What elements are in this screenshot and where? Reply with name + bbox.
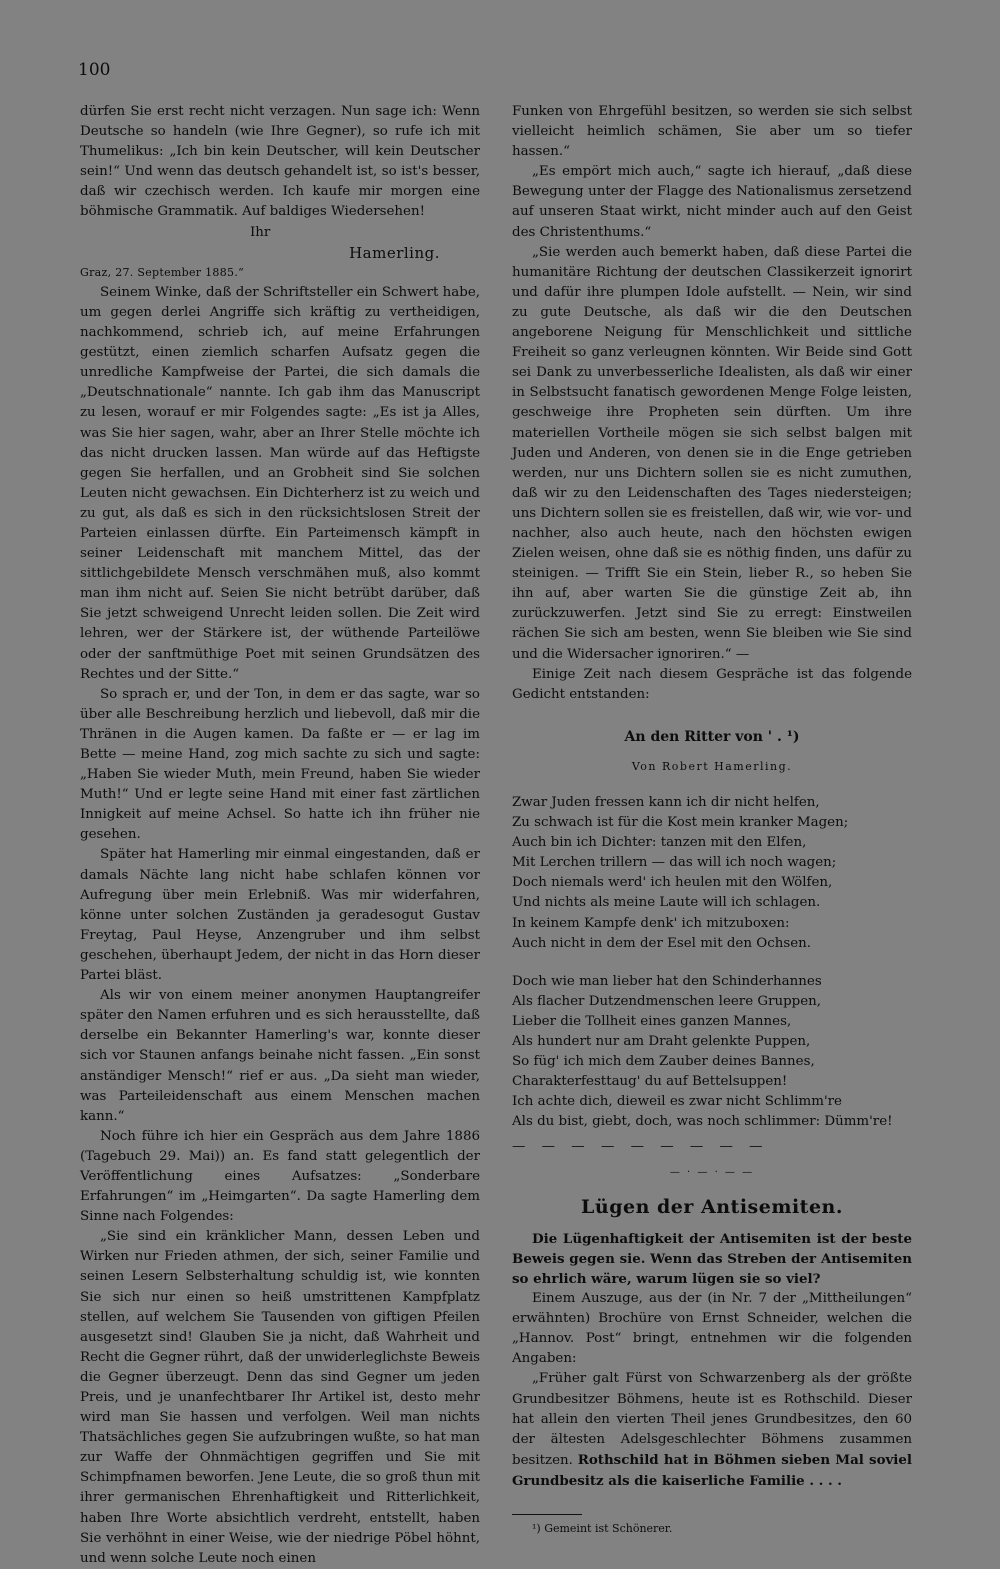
paragraph: „Es empört mich auch,“ sagte ich hierauf, „daß diese Bewegung unter der Flagge des Nationalismus zersetzend auf unseren Staat wirkt, nicht minder auch auf den Geist des Christenthums.“ bbox=[512, 164, 912, 240]
lead-paragraph: Die Lügenhaftigkeit der Antisemiten ist der beste Beweis gegen sie. Wenn das Streben der Antisemiten so ehrlich wäre, warum lügen sie so viel? bbox=[512, 1230, 912, 1287]
poem-line: So füg' ich mich dem Zauber deines Bannes, bbox=[512, 1054, 815, 1070]
paragraph: So sprach er, und der Ton, in dem er das sagte, war so über alle Beschreibung herzlich und liebevoll, daß mir die Thränen in die Augen kamen. Da faßte er — er lag im Bette — meine Hand, zog mich sachte zu sich und sagte: „Haben Sie wieder Muth, mein Freund, haben Sie wieder Muth!“ Und er legte seine Hand mit einer fast zärtlichen Innigkeit auf meine Achsel. So hatte ich ihn früher nie gesehen. bbox=[80, 686, 480, 843]
poem-stanza-1 bbox=[512, 793, 912, 954]
paragraph: Seinem Winke, daß der Schriftsteller ein Schwert habe, um gegen derlei Angriffe sich kräftig zu vertheidigen, nachkommend, schrieb ich, auf meine Erfahrungen gestützt, einen ziemlich scharfen Aufsatz gegen die unredliche Kampfweise der Partei, die sich damals die „Deutschnationale“ nannte. Ich gab ihm das Manuscript zu lesen, worauf er mir Folgendes sagte: „Es ist ja Alles, was Sie hier sagen, wahr, aber an Ihrer Stelle möchte ich das nicht drucken lassen. Man würde auf das Heftigste gegen Sie herfallen, und an Grobheit sind Sie solchen Leuten nicht gewachsen. Ein Dichterherz ist zu weich und zu gut, als daß es sich in den rücksichtslosen Streit der Parteien einlassen dürfte. Ein Parteimensch kämpft in seiner Leidenschaft mit manchem Mittel, das der sittlichgebildete Mensch verschmähen muß, also kommt man ihm nicht auf. Seien Sie nicht betrübt darüber, daß Sie jetzt schweigend Unrecht leiden sollen. Die Zeit wird lehren, wer der Stärkere ist, der wüthende Parteilöwe oder der sanftmüthige Poet mit seinen Grundsätzen des Rechtes und der Sitte.“ bbox=[80, 284, 480, 682]
poem-line: Charakterfesttaug' du auf Bettelsuppen! bbox=[512, 1074, 788, 1090]
poem-line: In keinem Kampfe denk' ich mitzuboxen: bbox=[512, 915, 790, 931]
paragraph: Funken von Ehrgefühl besitzen, so werden sie sich selbst vielleicht heimlich schämen, Sie aber um so tiefer hassen.“ bbox=[512, 104, 912, 160]
signature-name: Hamerling. bbox=[349, 243, 440, 262]
paragraph: dürfen Sie erst recht nicht verzagen. Nun sage ich: Wenn Deutsche so handeln (wie Ihre Gegner), so rufe ich mit Thumelikus: „Ich bin kein Deutscher, will kein Deutscher sein!“ Und wenn das deutsch gehandelt ist, so ist's besser, daß wir czechisch werden. Ich kaufe mir morgen eine böhmische Grammatik. Auf baldiges Wiedersehen! bbox=[80, 104, 480, 220]
paragraph: Einige Zeit nach diesem Gespräche ist das folgende Gedicht entstanden: bbox=[512, 666, 912, 702]
poem-line: Auch nicht in dem der Esel mit den Ochsen. bbox=[512, 935, 811, 951]
paragraph: Später hat Hamerling mir einmal eingestanden, daß er damals Nächte lang nicht habe schlafen können vor Aufregung über mein Erlebniß. Was mir widerfahren, könne unter solchen Zuständen ja geradesogut Gustav Freytag, Paul Heyse, Anzengruber und ihm selbst geschehen, überhaupt Jedem, der nicht in das Horn dieser Partei bläst. bbox=[80, 847, 480, 984]
poem-line: Als du bist, giebt, doch, was noch schlimmer: Dümm're! bbox=[512, 1114, 893, 1130]
poem-line: Und nichts als meine Laute will ich schlagen. bbox=[512, 895, 821, 911]
poem-line: Doch niemals werd' ich heulen mit den Wölfen, bbox=[512, 875, 833, 891]
section-title: Lügen der Antisemiten. bbox=[581, 1195, 843, 1218]
poem-line: Zu schwach ist für die Kost mein kranker Magen; bbox=[512, 815, 849, 831]
right-column bbox=[512, 102, 912, 1539]
poem-line: Auch bin ich Dichter: tanzen mit den Elfen, bbox=[512, 835, 807, 851]
page-number: 100 bbox=[78, 60, 111, 80]
poem-author: Von Robert Hamerling. bbox=[631, 759, 793, 773]
poem-line: Als flacher Dutzendmenschen leere Gruppen, bbox=[512, 993, 822, 1009]
poem-line: Mit Lerchen trillern — das will ich noch wagen; bbox=[512, 855, 837, 871]
poem-line: Als hundert nur am Draht gelenkte Puppen, bbox=[512, 1034, 811, 1050]
paragraph-text: „Früher galt Fürst von Schwarzenberg als der größte Grundbesitzer Böhmens, heute ist es Rothschild. Dieser hat allein den vierten Theil jenes Grundbesitzes, den 60 der ältesten Adelsgeschlechter Böhmens zusammen besitzen. bbox=[512, 1371, 912, 1468]
paragraph-bold-text: Rothschild hat in Böhmen sieben Mal soviel Grundbesitz als die kaiserliche Familie . . . . bbox=[512, 1451, 912, 1489]
poem-stanza-2 bbox=[512, 972, 912, 1133]
paragraph: Noch führe ich hier ein Gespräch aus dem Jahre 1886 (Tagebuch 29. Mai)) an. Es fand statt gelegentlich der Veröffentlichung eines Aufsatzes: „Sonderbare Erfahrungen“ im „Heimgarten“. Da sagte Hamerling dem Sinne nach Folgendes: bbox=[80, 1128, 480, 1225]
paragraph bbox=[512, 1369, 912, 1492]
dateline: Graz, 27. September 1885.“ bbox=[80, 265, 245, 279]
poem-line: Zwar Juden fressen kann ich dir nicht helfen, bbox=[512, 795, 820, 810]
paragraph: „Sie werden auch bemerkt haben, daß diese Partei die humanitäre Richtung der deutschen Classikerzeit ignorirt und dafür ihre plumpen Idole aufstellt. — Nein, wir sind zu gute Deutsche, als daß wir die den Deutschen angeborene Neigung für Menschlichkeit und sittliche Freiheit so ganz verleugnen könnten. Wir Beide sind Gott sei Dank zu unverbesserliche Idealisten, als daß wir einer in Selbstsucht fanatisch gewordenen Menge Folge leisten, geschweige ihre Propheten sein dürften. Um ihre materiellen Vortheile mögen sie sich selbst balgen mit Juden und Anderen, von denen sie in die Enge getrieben werden, nur uns Dichtern sollen sie es nicht zumuthen, daß wir zu den Leidenschaften des Tages niedersteigen; uns Dichtern sollen sie es freistellen, daß wir, wie vor- und nachher, also auch heute, nach den höchsten ewigen Zielen weisen, ohne daß sie es nöthig finden, uns dafür zu steinigen. — Trifft Sie ein Stein, lieber R., so heben Sie ihn auf, aber warten Sie die günstige Zeit ab, ihn zurückzuwerfen. Jetzt sind Sie zu erregt: Einstweilen rächen Sie sich am besten, wenn Sie bleiben wie Sie sind und die Widersacher ignoriren.“ — bbox=[512, 244, 912, 662]
footnote-rule bbox=[512, 1514, 582, 1515]
paragraph: Einem Auszuge, aus der (in Nr. 7 der „Mittheilungen“ erwähnten) Brochüre von Ernst Schneider, welchen die „Hannov. Post“ bringt, entnehmen wir die folgenden Angaben: bbox=[512, 1291, 912, 1367]
dash-rule: — — — — — — — — — bbox=[512, 1138, 769, 1154]
poem-line: Ich achte dich, dieweil es zwar nicht Schlimm're bbox=[512, 1094, 842, 1110]
poem-line: Lieber die Tollheit eines ganzen Mannes, bbox=[512, 1013, 792, 1029]
signature-salutation: Ihr bbox=[250, 224, 271, 240]
paragraph: „Sie sind ein kränklicher Mann, dessen Leben und Wirken nur Frieden athmen, der sich, seiner Familie und seinen Lesern Selbsterhaltung schuldig ist, wie konnten Sie sich nur einen so heiß umstrittenen Kampfplatz stellen, auf welchem Sie Tausenden von giftigen Pfeilen ausgesetzt sind! Glauben Sie ja nicht, daß Wahrheit und Recht die Gegner rührt, daß der unwiderleglichste Beweis die Gegner überzeugt. Denn das sind Gegner um jeden Preis, und je unanfechtbarer Ihr Artikel ist, desto mehr wird man Sie hassen und verfolgen. Weil man nichts Thatsächliches gegen Sie aufzubringen wußte, so hat man zur Waffe der Ohnmächtigen gegriffen und Sie mit Schimpfnamen beworfen. Jene Leute, die so groß thun mit ihrer germanischen Ehrenhaftigkeit und Ritterlichkeit, haben Ihre Worte absichtlich verdreht, entstellt, haben Sie verhöhnt in einer Weise, wie der niedrige Pöbel höhnt, und wenn solche Leute noch einen bbox=[80, 1229, 480, 1566]
footnote: ¹) Gemeint ist Schönerer. bbox=[532, 1522, 673, 1535]
paragraph: Als wir von einem meiner anonymen Hauptangreifer später den Namen erfuhren und es sich herausstellte, daß derselbe ein Bekannter Hamerling's war, konnte dieser sich vor Staunen anfangs beinahe nicht fassen. „Ein sonst anständiger Mensch!“ rief er aus. „Da sieht man wieder, was Parteileidenschaft aus einem Menschen machen kann.“ bbox=[80, 988, 480, 1124]
poem-title: An den Ritter von ' . ¹) bbox=[624, 728, 800, 745]
section-divider: — · — · — — bbox=[669, 1166, 755, 1178]
left-column bbox=[80, 102, 480, 1569]
poem-line: Doch wie man lieber hat den Schinderhannes bbox=[512, 973, 822, 989]
